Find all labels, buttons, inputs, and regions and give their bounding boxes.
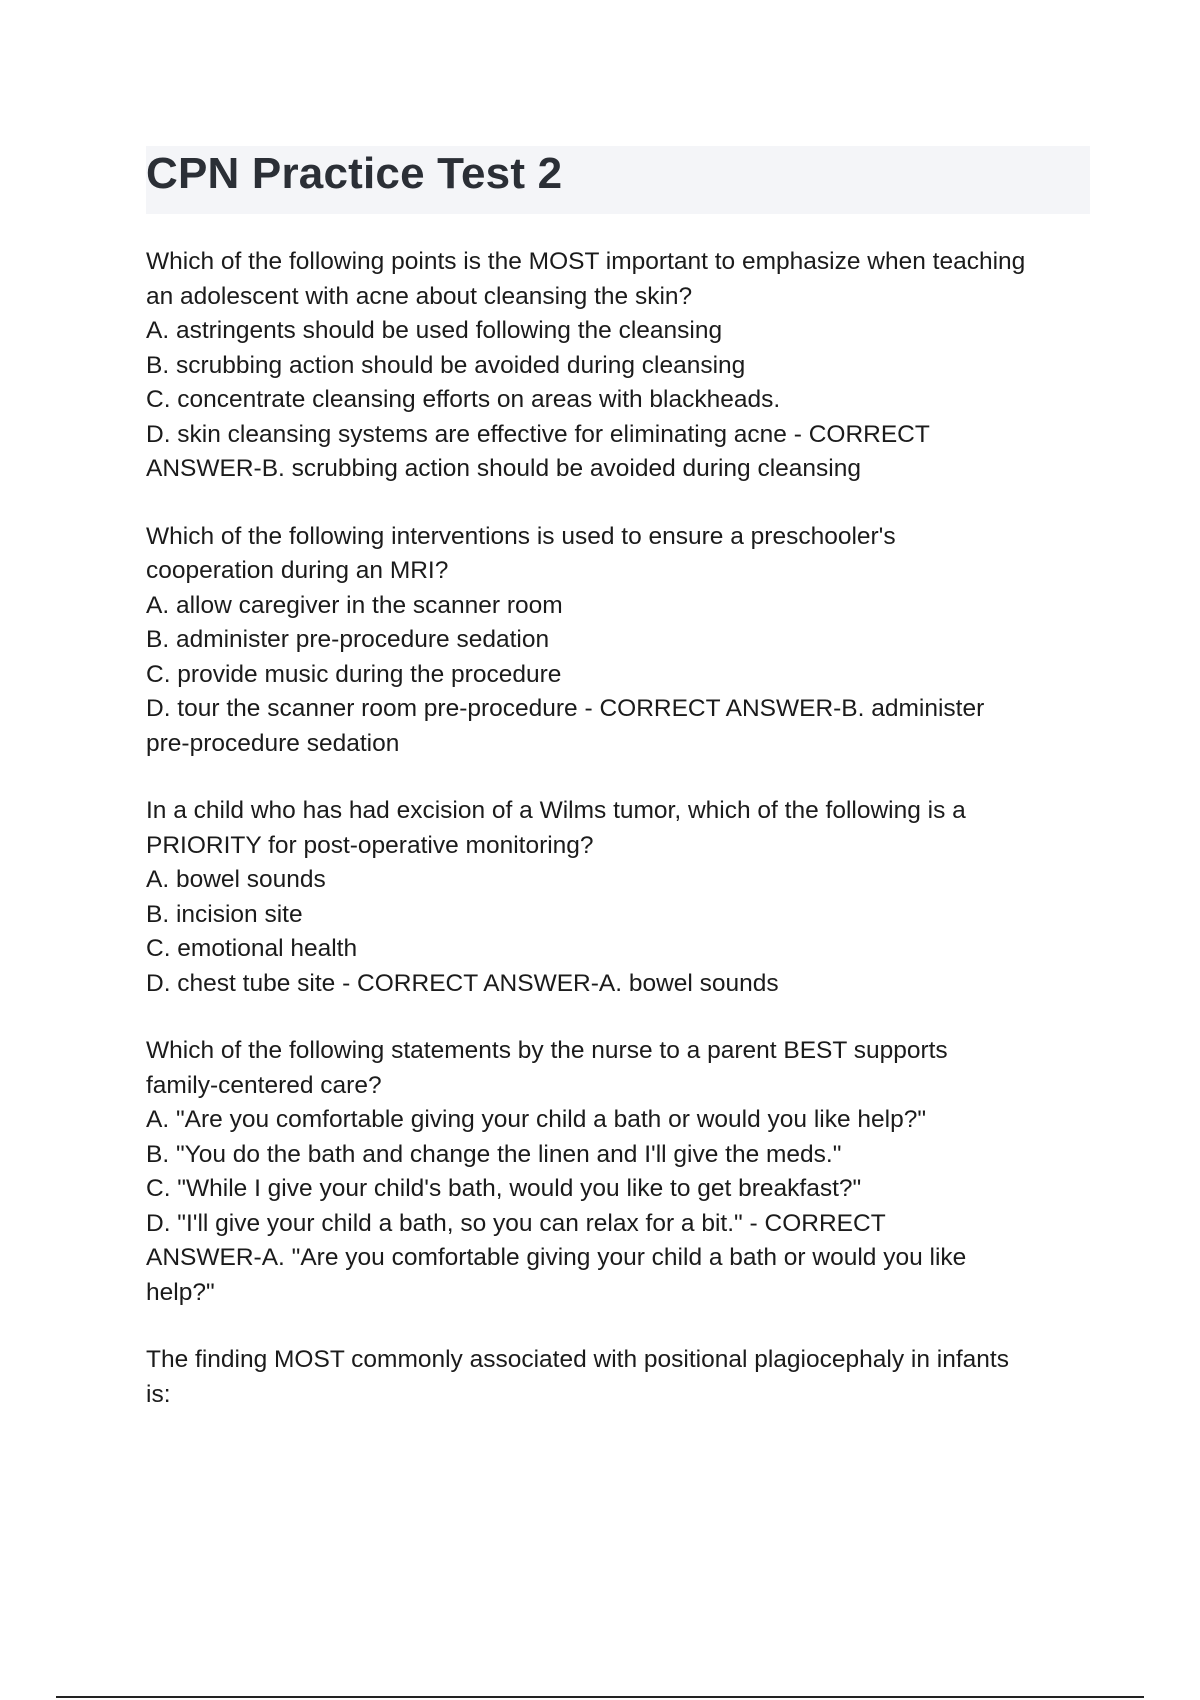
question-3-answer: D. chest tube site - CORRECT ANSWER-A. bowel sounds	[146, 969, 779, 997]
question-2-option: C. provide music during the procedure	[146, 660, 562, 688]
question-4-option: D. "I'll give your child a bath, so you can relax for a bit." - CORRECT	[146, 1209, 886, 1237]
title-band	[146, 146, 1090, 214]
question-1-option: B. scrubbing action should be avoided during cleansing	[146, 351, 746, 379]
document-body	[146, 245, 1096, 1445]
question-block-5	[146, 1343, 1096, 1412]
question-5-line: The finding MOST commonly associated with positional plagiocephaly in infants	[146, 1346, 1009, 1373]
question-1-line: an adolescent with acne about cleansing the skin?	[146, 282, 693, 310]
question-3-option: C. emotional health	[146, 935, 358, 962]
question-block-3	[146, 794, 1096, 1001]
footer-divider	[56, 1696, 1144, 1698]
question-2-option: A. allow caregiver in the scanner room	[146, 591, 563, 619]
question-4-answer: ANSWER-A. "Are you comfortable giving your child a bath or would you like	[146, 1244, 967, 1271]
question-2-answer: pre-procedure sedation	[146, 729, 400, 757]
page-title: CPN Practice Test 2	[146, 149, 563, 198]
question-5-line: is:	[146, 1380, 171, 1408]
question-1-option: A. astringents should be used following the cleansing	[146, 317, 723, 344]
question-1-answer: ANSWER-B. scrubbing action should be avoided during cleansing	[146, 455, 861, 482]
question-4-line: Which of the following statements by the nurse to a parent BEST supports	[146, 1037, 948, 1064]
question-4-option: C. "While I give your child's bath, would you like to get breakfast?"	[146, 1175, 862, 1202]
question-3-line: In a child who has had excision of a Wilms tumor, which of the following is a	[146, 797, 966, 824]
question-4-line: family-centered care?	[146, 1071, 382, 1099]
question-2-option: B. administer pre-procedure sedation	[146, 626, 550, 653]
question-block-2	[146, 520, 1096, 762]
question-4-option: B. "You do the bath and change the linen and I'll give the meds."	[146, 1140, 842, 1168]
question-1-line: Which of the following points is the MOST important to emphasize when teaching	[146, 248, 1026, 275]
question-block-4	[146, 1034, 1096, 1310]
question-block-1	[146, 245, 1096, 487]
question-2-line: cooperation during an MRI?	[146, 557, 449, 584]
question-3-option: A. bowel sounds	[146, 866, 326, 893]
question-4-option: A. "Are you comfortable giving your child a bath or would you like help?"	[146, 1106, 927, 1133]
question-3-option: B. incision site	[146, 900, 303, 928]
question-4-answer: help?"	[146, 1278, 215, 1306]
question-1-option: C. concentrate cleansing efforts on areas with blackheads.	[146, 386, 781, 413]
question-2-option: D. tour the scanner room pre-procedure - CORRECT ANSWER-B. administer	[146, 695, 985, 722]
question-1-option: D. skin cleansing systems are effective for eliminating acne - CORRECT	[146, 420, 930, 448]
question-2-line: Which of the following interventions is used to ensure a preschooler's	[146, 522, 896, 550]
question-3-line: PRIORITY for post-operative monitoring?	[146, 831, 594, 859]
